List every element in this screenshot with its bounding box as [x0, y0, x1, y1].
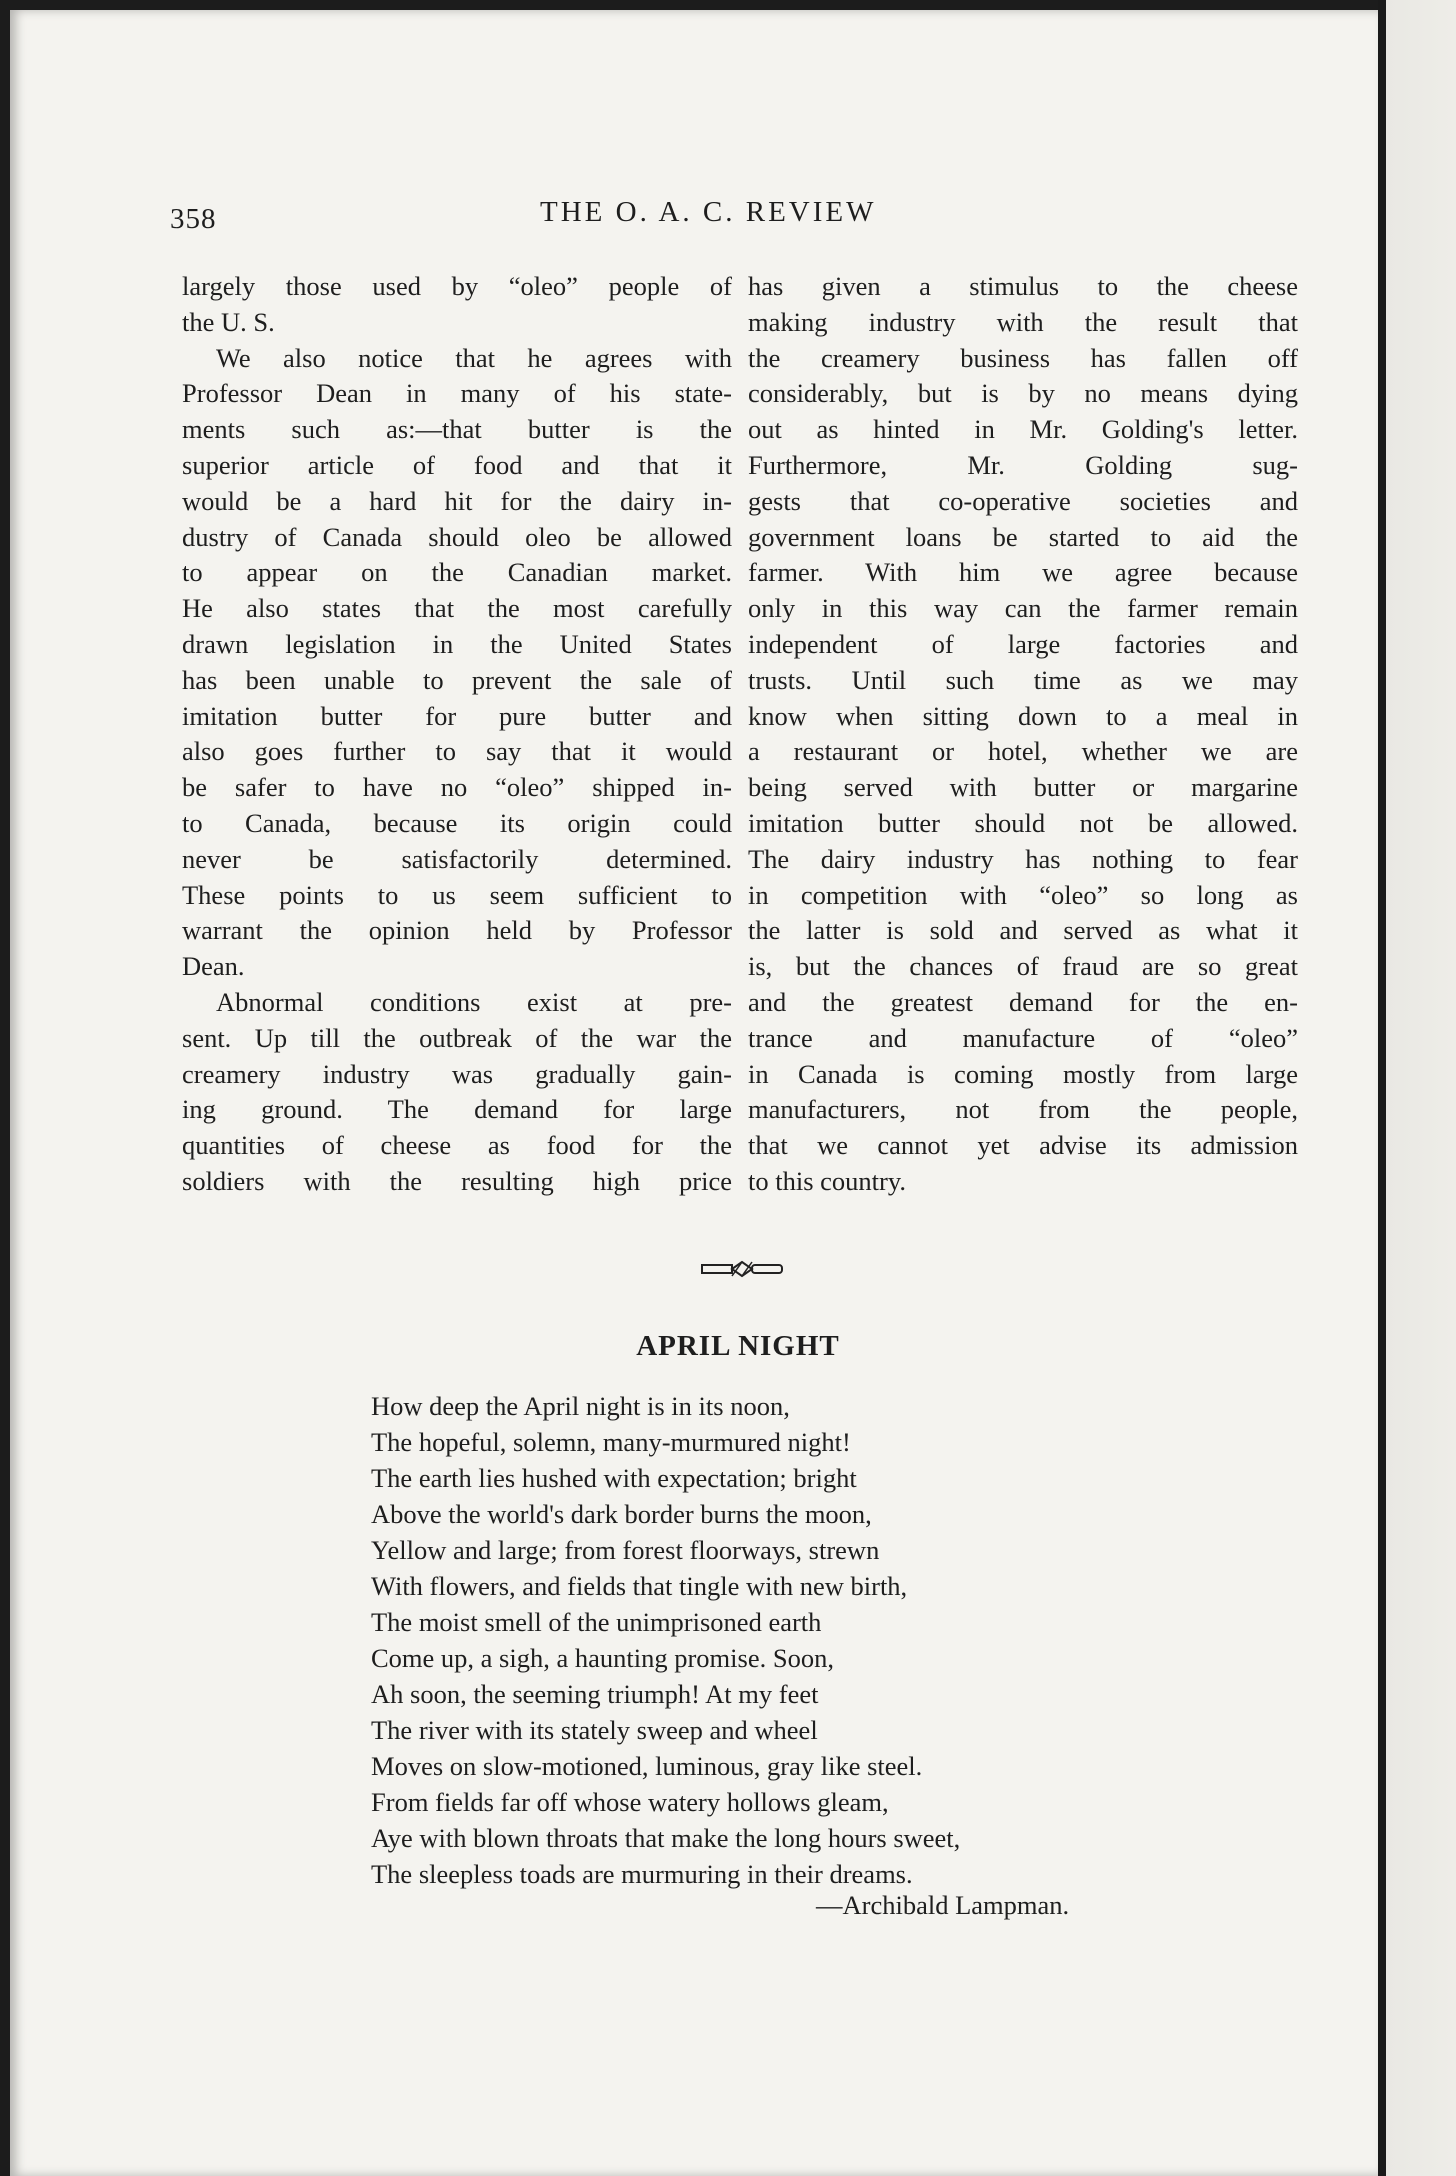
text-line: The dairy industry has nothing to fear	[748, 843, 1298, 874]
text-line: to appear on the Canadian market.	[182, 557, 732, 588]
text-line: is, but the chances of fraud are so great	[748, 951, 1298, 982]
text-line: imitation butter for pure butter and	[182, 700, 732, 731]
poem-line: Yellow and large; from forest floorways, strewn	[371, 1535, 880, 1565]
text-line: know when sitting down to a meal in	[748, 700, 1298, 731]
text-line: superior article of food and that it	[182, 449, 732, 480]
text-line: trusts. Until such time as we may	[748, 664, 1298, 695]
poem-line: From fields far off whose watery hollows gleam,	[371, 1787, 889, 1817]
text-line: Abnormal conditions exist at pre-	[216, 986, 732, 1017]
text-line: government loans be started to aid the	[748, 521, 1298, 552]
poem-line: Ah soon, the seeming triumph! At my feet	[371, 1679, 819, 1709]
article-column-left	[182, 269, 732, 1200]
text-line: be safer to have no “oleo” shipped in-	[182, 772, 732, 803]
poem-line: The hopeful, solemn, many-murmured night!	[371, 1427, 851, 1457]
page-number: 358	[170, 203, 217, 235]
running-head: THE O. A. C. REVIEW	[540, 196, 877, 228]
poem-line: Above the world's dark border burns the moon,	[371, 1499, 872, 1529]
text-line: imitation butter should not be allowed.	[748, 807, 1298, 838]
text-line: never be satisfactorily determined.	[182, 843, 732, 874]
text-line: the latter is sold and served as what it	[748, 915, 1298, 946]
text-line: being served with butter or margarine	[748, 772, 1298, 803]
text-line: creamery industry was gradually gain-	[182, 1058, 732, 1089]
article-column-right	[748, 269, 1298, 1200]
text-line: drawn legislation in the United States	[182, 628, 732, 659]
text-line: only in this way can the farmer remain	[748, 593, 1298, 624]
poem-author: —Archibald Lampman.	[816, 1890, 1070, 1920]
text-line: and the greatest demand for the en-	[748, 986, 1298, 1017]
poem-line: Moves on slow-motioned, luminous, gray like steel.	[371, 1751, 923, 1781]
poem-line: Come up, a sigh, a haunting promise. Soon,	[371, 1643, 834, 1673]
text-line: trance and manufacture of “oleo”	[748, 1022, 1298, 1053]
poem-line: The river with its stately sweep and wheel	[371, 1715, 818, 1745]
text-line: farmer. With him we agree because	[748, 557, 1298, 588]
text-line: quantities of cheese as food for the	[182, 1130, 732, 1161]
text-line: sent. Up till the outbreak of the war the	[182, 1022, 732, 1053]
text-line: in Canada is coming mostly from large	[748, 1058, 1298, 1089]
text-line: largely those used by “oleo” people of	[182, 271, 732, 301]
text-line: Furthermore, Mr. Golding sug-	[748, 449, 1298, 480]
poem-line: The earth lies hushed with expectation; bright	[371, 1463, 857, 1493]
text-line: We also notice that he agrees with	[216, 342, 732, 373]
text-line: independent of large factories and	[748, 628, 1298, 659]
poem-body	[371, 1388, 960, 1892]
poem-line: Aye with blown throats that make the long hours sweet,	[371, 1823, 961, 1853]
text-line: considerably, but is by no means dying	[748, 378, 1298, 409]
text-line: ing ground. The demand for large	[182, 1094, 732, 1125]
poem-line: The sleepless toads are murmuring in their dreams.	[371, 1859, 913, 1889]
text-line: the U. S.	[182, 306, 275, 337]
text-line: out as hinted in Mr. Golding's letter.	[748, 414, 1298, 445]
text-line: the creamery business has fallen off	[748, 342, 1298, 373]
text-line: soldiers with the resulting high price	[182, 1165, 732, 1196]
text-line: Dean.	[182, 951, 245, 982]
text-line: gests that co-operative societies and	[748, 485, 1298, 516]
text-line: also goes further to say that it would	[182, 736, 732, 767]
text-line: would be a hard hit for the dairy in-	[182, 485, 732, 516]
text-line: has been unable to prevent the sale of	[182, 664, 732, 695]
text-line: that we cannot yet advise its admission	[748, 1130, 1298, 1161]
text-line: has given a stimulus to the cheese	[748, 271, 1298, 301]
poem-title: APRIL NIGHT	[636, 1330, 840, 1362]
poem-line: How deep the April night is in its noon,	[371, 1391, 790, 1421]
text-line: Professor Dean in many of his state-	[182, 378, 732, 409]
section-divider-ornament	[700, 1258, 786, 1280]
text-line: to this country.	[748, 1165, 907, 1196]
text-line: dustry of Canada should oleo be allowed	[182, 521, 732, 552]
facing-page-edge	[1378, 0, 1456, 2176]
text-line: These points to us seem sufficient to	[182, 879, 732, 910]
magazine-page	[10, 10, 1378, 2176]
text-line: in competition with “oleo” so long as	[748, 879, 1298, 910]
text-line: He also states that the most carefully	[182, 593, 732, 624]
text-line: manufacturers, not from the people,	[748, 1094, 1298, 1125]
text-line: ments such as:—that butter is the	[182, 414, 732, 445]
poem-line: The moist smell of the unimprisoned earth	[371, 1607, 822, 1637]
text-line: making industry with the result that	[748, 306, 1298, 337]
text-line: to Canada, because its origin could	[182, 807, 732, 838]
text-line: a restaurant or hotel, whether we are	[748, 736, 1298, 767]
text-line: warrant the opinion held by Professor	[182, 915, 732, 946]
poem-line: With flowers, and fields that tingle with new birth,	[371, 1571, 908, 1601]
